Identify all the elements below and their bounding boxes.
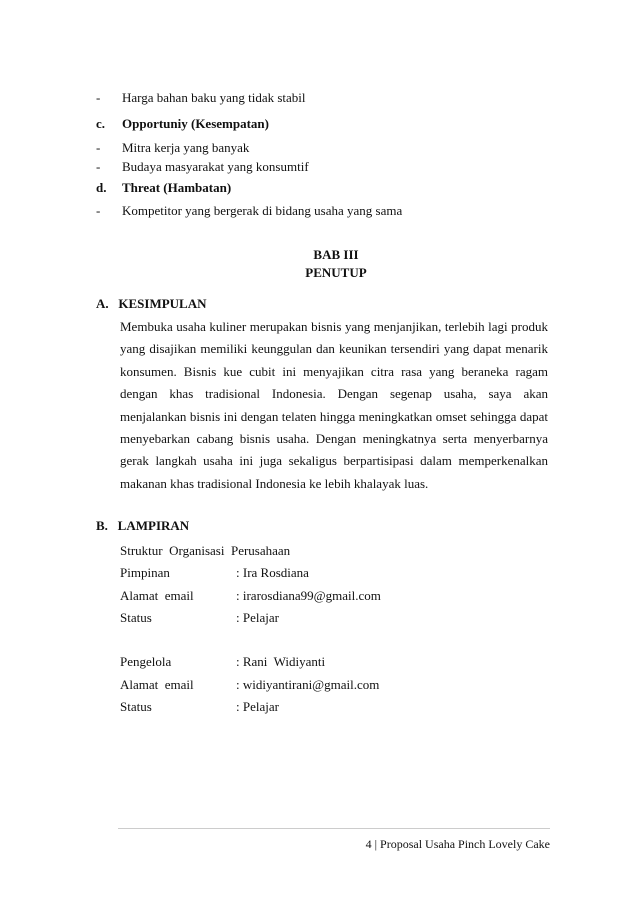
pimpinan-email-value: : irarosdiana99@gmail.com [236, 588, 381, 603]
pengelola-email-label: Alamat email [120, 677, 194, 692]
bullet-dash: - [96, 159, 101, 174]
pimpinan-value: : Ira Rosdiana [236, 565, 309, 580]
pengelola-status-value: : Pelajar [236, 699, 279, 714]
kesimpulan-paragraph: Membuka usaha kuliner merupakan bisnis yang menjanjikan, terlebih lagi produk yang disajikan memiliki keunggulan dan keunikan tersendiri yang dapat menarik konsumen. Bisnis kue cubit ini menyajikan citra rasa yang beraneka ragam dengan khas tradisional Indonesia. Dengan segenap usaha, saya akan menjalankan bisnis ini dengan telaten hingga meningkatkan omset sehingga dapat menyebarkan cabang bisnis usaha. Dengan meningkatnya serta menyerbarnya gerak langkah usaha ini juga sekaligus berpartisipasi dalam memperkenalkan makanan khas tradisional Indonesia ke lebih khalayak luas. [120, 319, 548, 491]
pengelola-email-value: : widiyantirani@gmail.com [236, 677, 380, 692]
pimpinan-label: Pimpinan [120, 565, 170, 580]
footer-divider [118, 828, 550, 829]
section-heading-lampiran: B. LAMPIRAN [96, 518, 190, 533]
pimpinan-email-label: Alamat email [120, 588, 194, 603]
opportunity-item-text: Budaya masyarakat yang konsumtif [122, 159, 309, 174]
page-footer: 4 | Proposal Usaha Pinch Lovely Cake [365, 837, 550, 851]
opportunity-marker: c. [96, 116, 106, 131]
bullet-dash: - [96, 203, 101, 218]
pengelola-status-label: Status [120, 699, 152, 714]
chapter-number: BAB III [313, 247, 359, 262]
threat-heading: Threat (Hambatan) [122, 180, 232, 195]
pimpinan-status-value: : Pelajar [236, 610, 279, 625]
pengelola-label: Pengelola [120, 654, 172, 669]
pimpinan-status-label: Status [120, 610, 152, 625]
lampiran-subtitle: Struktur Organisasi Perusahaan [120, 543, 291, 558]
bullet-dash: - [96, 90, 101, 105]
chapter-title: PENUTUP [305, 265, 367, 280]
opportunity-heading: Opportuniy (Kesempatan) [122, 116, 269, 131]
threat-item-text: Kompetitor yang bergerak di bidang usaha yang sama [122, 203, 403, 218]
bullet-dash: - [96, 140, 101, 155]
threat-marker: d. [96, 180, 107, 195]
weakness-item-text: Harga bahan baku yang tidak stabil [122, 90, 306, 105]
section-heading-kesimpulan: A. KESIMPULAN [96, 296, 207, 311]
opportunity-item-text: Mitra kerja yang banyak [122, 140, 250, 155]
pengelola-value: : Rani Widiyanti [236, 654, 326, 669]
